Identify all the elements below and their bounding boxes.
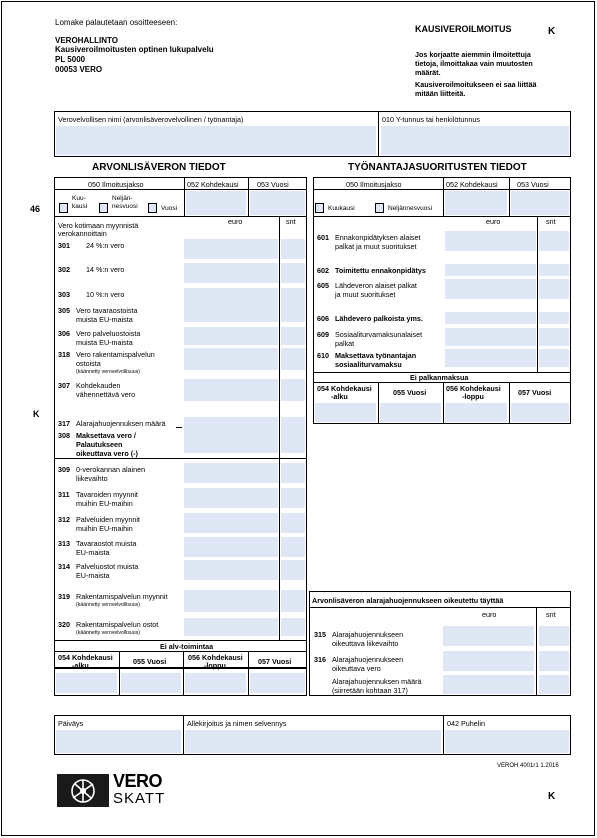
vat-row-label: EU-maista (76, 571, 110, 580)
taxpayer-name-input[interactable] (56, 126, 376, 155)
emp-row-label: Lähdeveron alaiset palkat (335, 281, 417, 290)
vat-checkbox-year[interactable] (148, 203, 157, 213)
vat-row-snt-input[interactable] (281, 348, 305, 370)
vat-row-snt-input[interactable] (281, 463, 305, 483)
vat-row-label: Rakentamispalvelun ostot (76, 620, 159, 629)
vat-row-code: 314 (58, 562, 70, 571)
emp-row-label: Maksettava työnantajan (335, 351, 417, 360)
emp-row-euro-input[interactable] (445, 279, 536, 299)
vat-row-label: Tavaroiden myynnit (76, 490, 138, 499)
relief-snt-header: snt (546, 610, 556, 619)
correction-note-3: määrät. (415, 68, 441, 77)
vat-na-055-label: 055 Vuosi (133, 657, 167, 666)
emp-period-label: 050 Ilmoitusjakso (346, 180, 402, 189)
vat-checkbox-quarter[interactable] (99, 203, 108, 213)
emp-month-input[interactable] (445, 191, 507, 215)
vat-row-label: liikevaihto (76, 474, 108, 483)
vat-row-euro-input[interactable] (184, 327, 278, 345)
emp-row-euro-input[interactable] (445, 349, 536, 367)
vat-cb-quarter-label-2: nesvuosi (112, 203, 138, 210)
emp-row-label: ja muut suoritukset (335, 290, 396, 299)
vat-section-title: ARVONLISÄVERON TIEDOT (92, 162, 226, 173)
vat-row-euro-input[interactable] (184, 463, 278, 483)
emp-np-054-label-2: -alku (331, 392, 348, 401)
emp-row-code: 605 (317, 281, 329, 290)
emp-cb-month-label: Kuukausi (328, 205, 355, 212)
vat-row-euro-input[interactable] (184, 537, 278, 557)
emp-row-euro-input[interactable] (445, 231, 536, 251)
vat-row-label: ostoista (76, 359, 101, 368)
vat-row-code: 311 (58, 490, 70, 499)
emp-row-snt-input[interactable] (539, 312, 569, 324)
vat-row-euro-input[interactable] (184, 263, 278, 283)
vat-row-code: 301 (58, 241, 70, 250)
emp-row-code: 609 (317, 330, 329, 339)
employer-section-title: TYÖNANTAJASUORITUSTEN TIEDOT (348, 162, 527, 173)
vat-row-code: 303 (58, 290, 70, 299)
emp-row-label: palkat (335, 339, 355, 348)
vat-row-label: Palautukseen (76, 440, 123, 449)
relief-315-label-1: Alarajahuojennukseen (332, 630, 404, 639)
vat-row-label: Kohdekauden (76, 381, 121, 390)
vero-logo-icon (57, 774, 109, 807)
vat-cb-year-label: Vuosi (161, 205, 178, 212)
vat-euro-header: euro (228, 217, 243, 226)
vat-row-euro-input[interactable] (184, 618, 278, 636)
vat-row-label: (käännetty verovelvollisuus) (76, 630, 141, 636)
vat-row-code: 320 (58, 620, 70, 629)
vat-row-label: Tavaraostot muista (76, 539, 137, 548)
vat-row-snt-input[interactable] (281, 488, 305, 508)
vat-row-snt-input[interactable] (281, 537, 305, 557)
address-line-2: Kausiveroilmoitusten optinen lukupalvelu (55, 45, 214, 54)
vat-row-label: Palveluiden myynnit (76, 515, 140, 524)
emp-euro-header: euro (486, 217, 501, 226)
emp-row-code: 610 (317, 351, 329, 360)
emp-np-056-input[interactable] (445, 403, 507, 422)
vat-row-euro-input[interactable] (184, 560, 278, 580)
emp-row-euro-input[interactable] (445, 328, 536, 346)
emp-row-label: palkat ja muut suoritukset (335, 242, 417, 251)
vat-na-054-label-1: 054 Kohdekausi (58, 653, 113, 662)
vat-cb-quarter-label-1: Neljän- (112, 195, 133, 202)
vat-cb-month-label-2: kausi (72, 203, 88, 210)
logo-text-bottom: SKATT (113, 790, 166, 807)
emp-checkbox-quarter[interactable] (375, 203, 384, 213)
emp-row-code: 602 (317, 266, 329, 275)
phone-label: 042 Puhelin (447, 719, 485, 728)
margin-number: 46 (30, 204, 41, 214)
emp-year-input[interactable] (511, 191, 569, 215)
vat-row-label: 0-verokannan alainen (76, 465, 146, 474)
emp-checkbox-month[interactable] (315, 203, 324, 213)
vat-row-euro-input[interactable] (184, 348, 278, 370)
relief-amount-snt-input[interactable] (539, 675, 569, 694)
emp-row-snt-input[interactable] (539, 349, 569, 367)
correction-note-1: Jos korjaatte aiemmin ilmoitettuja (415, 50, 531, 59)
relief-amount-label-2: (siirretään kohtaan 317) (332, 686, 408, 695)
vat-period-label: 050 Ilmoitusjakso (88, 180, 144, 189)
relief-316-snt-input[interactable] (539, 651, 569, 671)
emp-month-label: 052 Kohdekausi (446, 180, 498, 189)
vat-row-snt-input[interactable] (281, 304, 305, 322)
vat-row-label: (käännetty verovelvollisuus) (76, 602, 141, 608)
form-title: KAUSIVEROILMOITUS (415, 24, 512, 34)
emp-row-euro-input[interactable] (445, 264, 536, 276)
relief-316-label-2: oikeuttava vero (332, 664, 381, 673)
emp-np-055-label: 055 Vuosi (393, 388, 427, 397)
vat-intro-2: verokannoittain (58, 229, 107, 238)
business-id-input[interactable] (381, 126, 569, 155)
vat-month-input[interactable] (186, 191, 246, 215)
vat-row-code: 308 (58, 431, 70, 440)
emp-row-label: Toimitettu ennakonpidätys (335, 266, 426, 275)
vat-na-056-label-1: 056 Kohdekausi (188, 653, 243, 662)
vat-row-label: 10 %:n vero (86, 290, 125, 299)
vat-row-label: EU-maista (76, 548, 110, 557)
vat-row-label: muista EU-maista (76, 338, 133, 347)
emp-row-label: Sosiaaliturvamaksunalaiset (335, 330, 423, 339)
vat-row-label: muista EU-maista (76, 315, 133, 324)
emp-row-snt-input[interactable] (539, 328, 569, 346)
vat-na-055-input[interactable] (121, 673, 181, 693)
vat-row-label: oikeuttava vero (-) (76, 449, 138, 458)
signature-label: Allekirjoitus ja nimen selvennys (187, 719, 287, 728)
vat-row-euro-input[interactable] (184, 304, 278, 322)
relief-315-label-2: oikeuttava liikevaihto (332, 639, 399, 648)
vat-row-euro-input[interactable] (184, 379, 278, 401)
vat-row-snt-input[interactable] (281, 417, 305, 429)
vat-row-label: Maksettava vero / (76, 431, 136, 440)
relief-316-code: 316 (314, 655, 326, 664)
address-line-3: PL 5000 (55, 55, 86, 64)
vat-row-label: Rakentamispalvelun myynnit (76, 592, 168, 601)
vat-row-code: 302 (58, 265, 70, 274)
vat-row-label: (käännetty verovelvollisuus) (76, 369, 141, 375)
vat-row-euro-input[interactable] (184, 429, 278, 453)
vat-row-code: 319 (58, 592, 70, 601)
vat-row-label: Vero tavaraostoista (76, 306, 138, 315)
emp-row-snt-input[interactable] (539, 264, 569, 276)
vat-na-056-label-2: -loppu (204, 661, 226, 670)
relief-315-euro-input[interactable] (443, 626, 534, 646)
relief-title: Arvonlisäveron alarajahuojennukseen oikeutettu täyttää (312, 596, 504, 605)
vat-row-snt-input[interactable] (281, 513, 305, 533)
vat-row-euro-input[interactable] (184, 590, 278, 612)
vat-row-euro-input[interactable] (184, 239, 278, 259)
relief-euro-header: euro (482, 610, 497, 619)
form-id: VEROH 4001r1 1.2016 (497, 763, 559, 769)
vat-na-056-input[interactable] (185, 673, 246, 693)
vat-row-code: 305 (58, 306, 70, 315)
vat-row-code: 309 (58, 465, 70, 474)
relief-amount-euro-input[interactable] (443, 675, 534, 694)
vat-row-label: 24 %:n vero (86, 241, 125, 250)
emp-cb-quarter-label: Neljännesvuosi (388, 205, 433, 212)
vat-row-code: 313 (58, 539, 70, 548)
emp-row-snt-input[interactable] (539, 279, 569, 299)
vat-cb-month-label-1: Kuu- (72, 195, 86, 202)
emp-np-056-label-1: 056 Kohdekausi (446, 384, 501, 393)
emp-np-054-label-1: 054 Kohdekausi (317, 384, 372, 393)
vat-month-label: 052 Kohdekausi (187, 180, 239, 189)
vat-row-code: 306 (58, 329, 70, 338)
vat-no-activity-title: Ei alv-toimintaa (160, 642, 214, 651)
vat-na-057-input[interactable] (250, 673, 305, 693)
emp-np-054-input[interactable] (315, 403, 376, 422)
vat-row-label: Vero rakentamispalvelun (76, 350, 155, 359)
vat-row-code: 318 (58, 350, 70, 359)
emp-year-label: 053 Vuosi (517, 180, 549, 189)
vat-checkbox-month[interactable] (59, 203, 68, 213)
vat-row-snt-input[interactable] (281, 590, 305, 612)
emp-np-057-label: 057 Vuosi (518, 388, 552, 397)
vat-row-euro-input[interactable] (184, 513, 278, 533)
date-label: Päiväys (58, 719, 84, 728)
emp-row-code: 601 (317, 233, 329, 242)
vat-row-label: Vero palveluostoista (76, 329, 141, 338)
vat-intro-1: Vero kotimaan myynnistä (58, 221, 139, 230)
vat-row-snt-input[interactable] (281, 263, 305, 283)
taxpayer-name-label: Verovelvollisen nimi (arvonlisäverovelvollinen / työnantaja) (58, 115, 244, 124)
address-line-4: 00053 VERO (55, 65, 103, 74)
vat-row-snt-input[interactable] (281, 327, 305, 345)
vat-row-code: 312 (58, 515, 70, 524)
emp-np-056-label-2: -loppu (462, 392, 484, 401)
correction-note-2: tietoja, ilmoittakaa vain muutosten (415, 59, 533, 68)
address-line-1: VEROHALLINTO (55, 36, 118, 45)
vat-na-054-label-2: -alku (72, 661, 89, 670)
vat-row-label: 14 %:n vero (86, 265, 125, 274)
emp-row-label: Ennakonpidätyksen alaiset (335, 233, 421, 242)
date-input[interactable] (56, 730, 181, 753)
k-mark-top: K (548, 26, 556, 37)
vat-row-snt-input[interactable] (281, 379, 305, 401)
emp-row-code: 606 (317, 314, 329, 323)
emp-np-057-input[interactable] (511, 403, 569, 422)
vat-row-code: 317 (58, 419, 70, 428)
relief-316-label-1: Alarajahuojennukseen (332, 655, 404, 664)
vat-year-label: 053 Vuosi (257, 180, 289, 189)
margin-k-left: K (33, 409, 40, 419)
vat-row-snt-input[interactable] (281, 618, 305, 636)
vat-row-code: 307 (58, 381, 70, 390)
vat-row-euro-input[interactable] (184, 488, 278, 508)
attachment-note-1: Kausiveroilmoitukseen ei saa liittää (415, 80, 537, 89)
relief-315-snt-input[interactable] (539, 626, 569, 646)
vat-year-input[interactable] (250, 191, 305, 215)
vat-na-057-label: 057 Vuosi (258, 657, 292, 666)
signature-input[interactable] (185, 730, 441, 753)
vat-row-snt-input[interactable] (281, 560, 305, 580)
emp-snt-header: snt (546, 217, 556, 226)
relief-316-euro-input[interactable] (443, 651, 534, 671)
vat-row-label: vähennettävä vero (76, 390, 136, 399)
emp-row-euro-input[interactable] (445, 312, 536, 324)
emp-row-snt-input[interactable] (539, 231, 569, 251)
vat-row-label: muihin EU-maihin (76, 499, 133, 508)
return-address-label: Lomake palautetaan osoitteeseen: (55, 18, 178, 27)
attachment-note-2: mitään liitteitä. (415, 89, 466, 98)
phone-input[interactable] (445, 730, 569, 753)
vat-snt-header: snt (286, 217, 296, 226)
relief-amount-label-1: Alarajahuojennuksen määrä (332, 677, 422, 686)
vat-row-label: Palveluostot muista (76, 562, 139, 571)
vat-row-snt-input[interactable] (281, 429, 305, 453)
emp-row-label: sosiaaliturvamaksu (335, 360, 402, 369)
vat-row-snt-input[interactable] (281, 239, 305, 259)
emp-no-payroll-title: Ei palkanmaksua (410, 373, 469, 382)
vat-row-label: Alarajahuojennuksen määrä (76, 419, 166, 428)
vat-row-euro-input[interactable] (184, 417, 278, 429)
vat-row-label: muihin EU-maihin (76, 524, 133, 533)
emp-np-055-input[interactable] (380, 403, 441, 422)
business-id-label: 010 Y-tunnus tai henkilötunnus (382, 115, 480, 124)
logo-text-top: VERO (113, 771, 163, 791)
relief-315-code: 315 (314, 630, 326, 639)
emp-row-label: Lähdevero palkoista yms. (335, 314, 423, 323)
k-mark-bottom: K (548, 791, 556, 802)
vat-na-054-input[interactable] (56, 673, 117, 693)
